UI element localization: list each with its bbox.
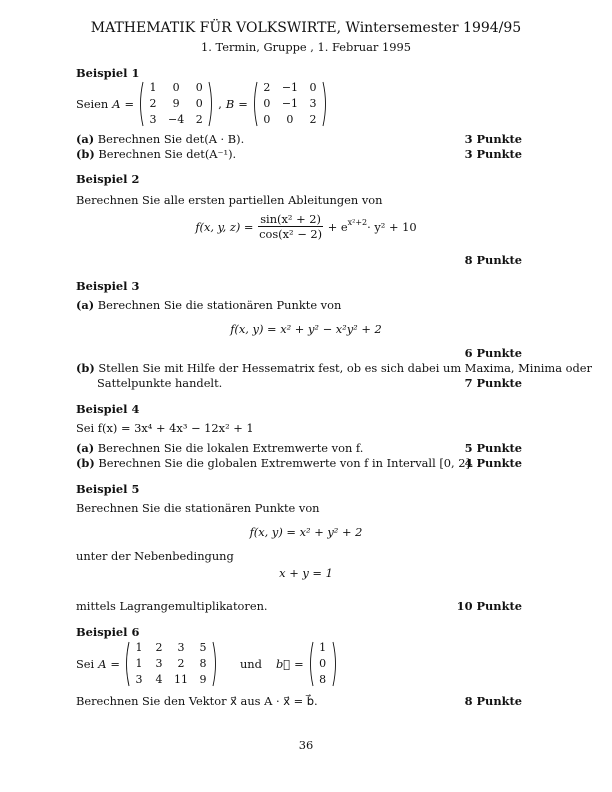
part-label: (b)	[76, 361, 95, 375]
cell: 3	[177, 641, 185, 654]
cell: 3	[309, 97, 317, 110]
cell: 0	[263, 113, 271, 126]
b2-formula	[0, 212, 612, 241]
b4-heading: Beispiel 4	[76, 402, 140, 416]
b4-part-b	[76, 456, 474, 470]
b3-b-points: 7 Punkte	[464, 376, 522, 390]
b5-method: mittels Lagrangemultiplikatoren.	[76, 599, 268, 613]
part-label: (b)	[76, 147, 95, 161]
b3-part-a	[76, 298, 341, 312]
b6-und: und	[239, 657, 262, 671]
b1-heading: Beispiel 1	[76, 66, 140, 80]
b4-part-a	[76, 441, 363, 455]
cell: −1	[281, 97, 299, 110]
cell: 3	[155, 657, 163, 670]
cell: 3	[149, 113, 157, 126]
cell: −1	[281, 81, 299, 94]
b1-part-a	[76, 132, 244, 146]
page-number: 36	[298, 738, 314, 752]
b5-heading: Beispiel 5	[76, 482, 140, 496]
b2-exp-base: + e	[327, 219, 348, 234]
b2-lhs: f(x, y, z) =	[195, 219, 254, 234]
cell: 2	[149, 97, 157, 110]
part-text: Berechnen Sie det(A⁻¹).	[98, 147, 237, 161]
b6-points: 8 Punkte	[464, 694, 522, 708]
b1-part-b	[76, 147, 236, 161]
b5-cond-text: unter der Nebenbedingung	[76, 549, 234, 563]
cell: 1	[135, 657, 143, 670]
b1-intro: Seien	[76, 97, 109, 111]
cell: 3	[135, 673, 143, 686]
part-text: Stellen Sie mit Hilfe der Hessematrix fest, ob es sich dabei um Maxima, Minima oder	[98, 361, 592, 375]
cell: 9	[199, 673, 207, 686]
b2-exp-power: x²+2	[347, 218, 368, 227]
cell: 2	[263, 81, 271, 94]
b5-text: Berechnen Sie die stationären Punkte von	[76, 501, 320, 515]
b5-points: 10 Punkte	[456, 599, 522, 613]
b2-heading: Beispiel 2	[76, 172, 140, 186]
b6-A-label: A	[98, 657, 107, 671]
b1-matrix-B	[252, 81, 328, 127]
b4-intro: Sei f(x) = 3x⁴ + 4x³ − 12x² + 1	[76, 421, 254, 435]
cell: 0	[172, 81, 180, 94]
b2-text: Berechnen Sie alle ersten partiellen Ableitungen von	[76, 193, 383, 207]
page-subtitle: 1. Termin, Gruppe , 1. Februar 1995	[201, 40, 411, 54]
b5-formula: f(x, y) = x² + y² + 2	[249, 525, 363, 539]
title-semester: Wintersemester 1994/95	[341, 20, 522, 36]
part-text: Berechnen Sie die lokalen Extremwerte von f.	[97, 441, 364, 455]
cell: 2	[177, 657, 185, 670]
part-label: (a)	[76, 441, 95, 455]
cell: 0	[286, 113, 294, 126]
part-label: (a)	[76, 132, 95, 146]
b6-vector-b	[308, 641, 338, 687]
b6-definition: Sei A = 1 2 3 5 1 3 2 8 3 4 11 9 und b⃗ = 1 0 8	[76, 641, 338, 687]
b3-heading: Beispiel 3	[76, 279, 140, 293]
b2-fraction	[257, 212, 324, 241]
part-text: Berechnen Sie die stationären Punkte von	[97, 298, 342, 312]
b1-A-label: A	[112, 97, 121, 111]
b2-denominator: cos(x² − 2)	[259, 227, 323, 241]
b5-condition: x + y = 1	[279, 566, 333, 580]
cell: 0	[263, 97, 271, 110]
b1-B-label: B	[225, 97, 235, 111]
b1-matrix-A	[138, 81, 214, 127]
cell: 9	[172, 97, 180, 110]
cell: 5	[199, 641, 207, 654]
cell: 1	[135, 641, 143, 654]
cell: 1	[319, 641, 327, 654]
part-label: (b)	[76, 456, 95, 470]
cell: 0	[319, 657, 327, 670]
cell: 4	[155, 673, 163, 686]
cell: 0	[309, 81, 317, 94]
b2-points: 8 Punkte	[464, 253, 522, 267]
cell: 1	[149, 81, 157, 94]
cell: 0	[195, 97, 203, 110]
cell: 11	[173, 673, 188, 686]
b1-a-points: 3 Punkte	[464, 132, 522, 146]
b6-matrix-A	[124, 641, 218, 687]
cell: 8	[319, 673, 327, 686]
part-label: (a)	[76, 298, 95, 312]
b3-part-b-cont: Sattelpunkte handelt.	[97, 376, 223, 390]
b2-numerator: sin(x² + 2)	[260, 212, 321, 226]
cell: 2	[309, 113, 317, 126]
cell: 8	[199, 657, 207, 670]
cell: −4	[168, 113, 185, 126]
b6-text: Berechnen Sie den Vektor x⃗ aus A · x⃗ = b⃗.	[76, 694, 318, 708]
b6-b-label: b⃗	[275, 657, 291, 671]
cell: 0	[195, 81, 203, 94]
b1-b-points: 3 Punkte	[464, 147, 522, 161]
b4-b-points: 4 Punkte	[464, 456, 522, 470]
b4-a-points: 5 Punkte	[464, 441, 522, 455]
b3-part-b	[76, 361, 592, 375]
b3-a-points: 6 Punkte	[464, 346, 522, 360]
b6-heading: Beispiel 6	[76, 625, 140, 639]
part-text: Berechnen Sie det(A · B).	[97, 132, 245, 146]
cell: 2	[155, 641, 163, 654]
b3-formula: f(x, y) = x² + y² − x²y² + 2	[230, 322, 382, 336]
b1-definition: Seien A = 1 0 0 2 9 0 3 −4 2 , B = 2 −1 0 0 −1 3 0 0 2	[76, 82, 328, 126]
cell: 2	[195, 113, 203, 126]
part-text: Berechnen Sie die globalen Extremwerte von f in Intervall [0, 2].	[98, 456, 474, 470]
page-title	[0, 20, 612, 36]
title-main: MATHEMATIK FÜR VOLKSWIRTE,	[90, 20, 342, 36]
b6-intro: Sei	[76, 657, 95, 671]
b2-rest: · y² + 10	[367, 219, 417, 234]
